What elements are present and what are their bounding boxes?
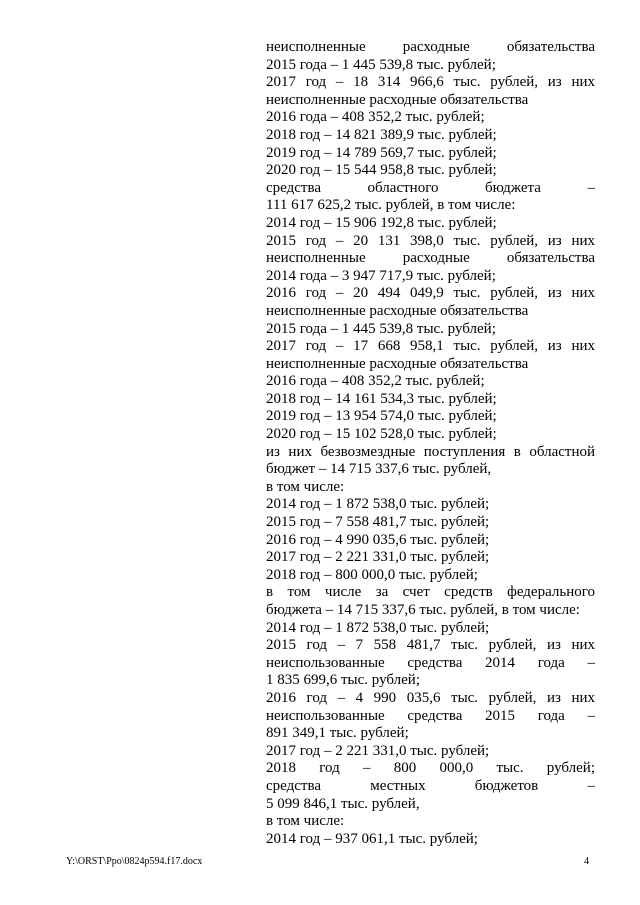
text-line: 111 617 625,2 тыс. рублей, в том числе: [266,197,516,214]
text-line: в том числе за счет средств федерального [266,584,595,601]
text-line: неисполненные расходные обязательства [266,91,529,108]
text-line: 5 099 846,1 тыс. рублей, [266,795,420,812]
text-line: средства местных бюджетов – [266,777,595,794]
text-line: 2017 год – 2 221 331,0 тыс. рублей; [266,549,490,566]
text-line: 2020 год – 15 544 958,8 тыс. рублей; [266,162,497,179]
text-line: неисполненные расходные обязательства [266,250,595,267]
page-number: 4 [584,856,589,867]
text-line: 2016 год – 4 990 035,6 тыс. рублей; [266,531,490,548]
text-line: 2018 год – 14 161 534,3 тыс. рублей; [266,390,497,407]
text-line: 2014 год – 15 906 192,8 тыс. рублей; [266,214,497,231]
text-line: 2015 год – 7 558 481,7 тыс. рублей, из них [266,637,595,654]
text-line: 2018 год – 800 000,0 тыс. рублей; [266,566,478,583]
text-line: неисполненные расходные обязательства [266,355,529,372]
text-line: неиспользованные средства 2015 года – [266,707,595,724]
text-line: 2014 года – 3 947 717,9 тыс. рублей; [266,267,496,284]
text-line: неиспользованные средства 2014 года – [266,654,595,671]
text-line: 2016 года – 408 352,2 тыс. рублей; [266,109,485,126]
text-line: 2015 года – 1 445 539,8 тыс. рублей; [266,56,496,73]
text-line: неисполненные расходные обязательства [266,302,529,319]
text-line: 2017 год – 18 314 966,6 тыс. рублей, из них [266,74,595,91]
text-line: 2016 год – 20 494 049,9 тыс. рублей, из них [266,285,595,302]
text-line: 2017 год – 2 221 331,0 тыс. рублей; [266,742,490,759]
text-line: 891 349,1 тыс. рублей; [266,725,409,742]
text-line: 2018 год – 14 821 389,9 тыс. рублей; [266,126,497,143]
text-line: 2015 года – 1 445 539,8 тыс. рублей; [266,320,496,337]
text-line: 1 835 699,6 тыс. рублей; [266,672,420,689]
text-line: 2014 год – 937 061,1 тыс. рублей; [266,830,478,847]
text-line: 2014 год – 1 872 538,0 тыс. рублей; [266,619,490,636]
file-path: Y:\ORST\Ppo\0824p594.f17.docx [66,856,203,867]
text-line: 2019 год – 14 789 569,7 тыс. рублей; [266,144,497,161]
text-line: из них безвозмездные поступления в областной [266,443,595,460]
text-line: в том числе: [266,478,345,495]
text-line: бюджета – 14 715 337,6 тыс. рублей, в том числе: [266,602,580,618]
text-line: 2015 год – 7 558 481,7 тыс. рублей; [266,514,490,531]
document-body [266,39,595,848]
text-line: 2018 год – 800 000,0 тыс. рублей; [266,760,595,777]
text-line: 2020 год – 15 102 528,0 тыс. рублей; [266,426,497,443]
text-line: 2019 год – 13 954 574,0 тыс. рублей; [266,408,497,425]
text-line: в том числе: [266,813,345,830]
text-line: 2016 год – 4 990 035,6 тыс. рублей, из них [266,689,595,706]
text-line: неисполненные расходные обязательства [266,39,595,55]
text-line: 2017 год – 17 668 958,1 тыс. рублей, из них [266,338,595,355]
text-line: бюджет – 14 715 337,6 тыс. рублей, [266,461,492,478]
text-line: 2016 года – 408 352,2 тыс. рублей; [266,373,485,390]
text-line: 2014 год – 1 872 538,0 тыс. рублей; [266,496,490,513]
page-footer [0,856,640,872]
text-line: 2015 год – 20 131 398,0 тыс. рублей, из них [266,232,595,249]
text-line: средства областного бюджета – [266,179,595,196]
